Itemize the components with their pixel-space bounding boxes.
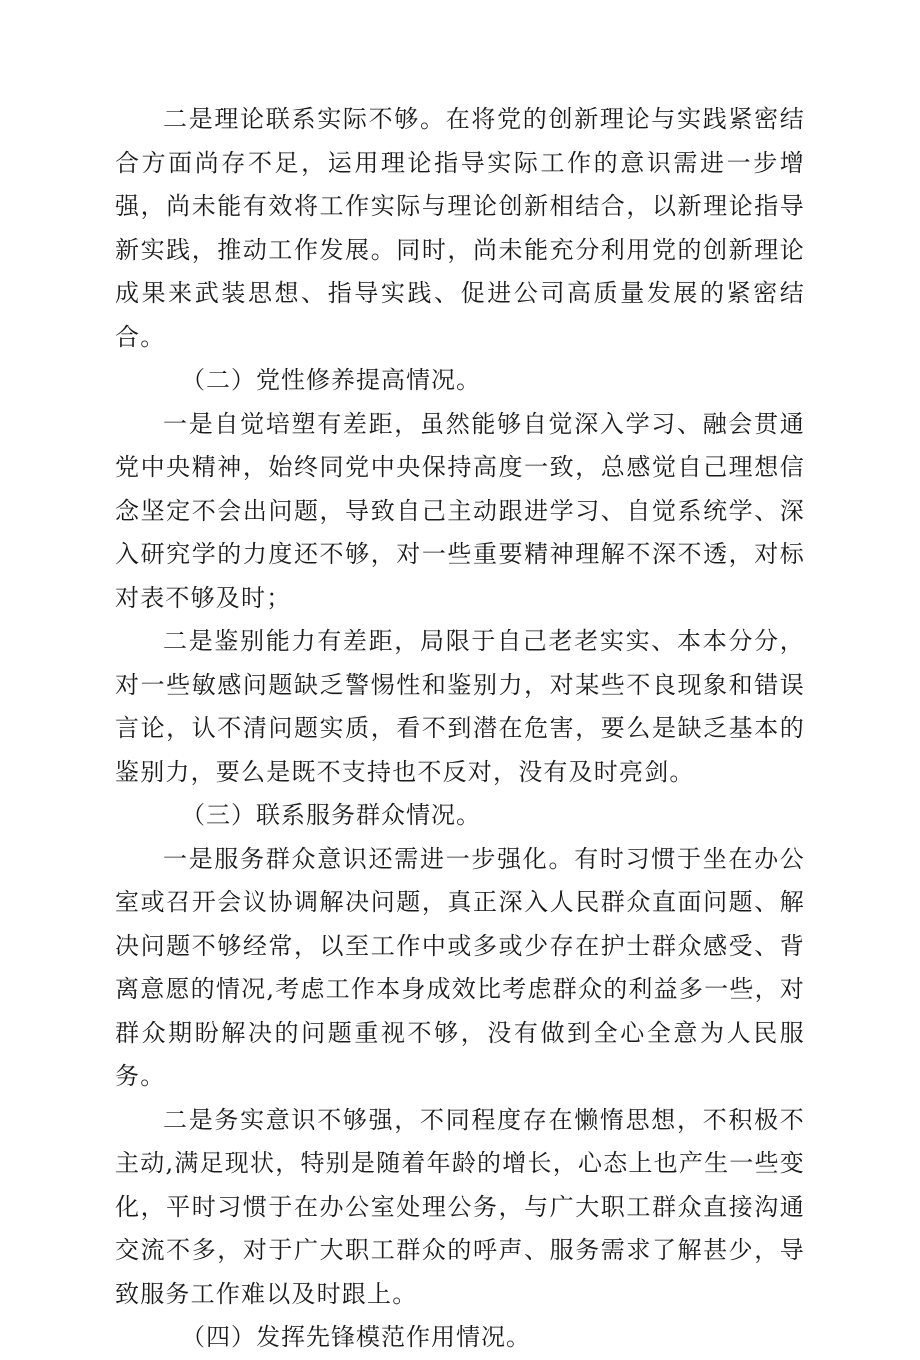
- paragraph-discernment: 二是鉴别能力有差距，局限于自己老老实实、本本分分，对一些敏感问题缺乏警惕性和鉴别力，对某些不良现象和错误言论，认不清问题实质，看不到潜在危害，要么是缺乏基本的鉴别力，要么是既不支持也不反对，没有及时亮剑。: [115, 627, 805, 786]
- document-body: [115, 98, 805, 1360]
- section-heading-party-spirit: （二）党性修养提高情况。: [181, 366, 481, 394]
- section-heading-serving-masses: （三）联系服务群众情况。: [181, 801, 481, 829]
- paragraph-self-cultivation: 一是自觉培塑有差距，虽然能够自觉深入学习、融会贯通党中央精神，始终同党中央保持高度一致，总感觉自己理想信念坚定不会出问题，导致自己主动跟进学习、自觉系统学、深入研究学的力度还不够，对一些重要精神理解不深不透，对标对表不够及时；: [115, 409, 805, 612]
- paragraph-pragmatism: 二是务实意识不够强，不同程度存在懒惰思想，不积极不主动,满足现状，特别是随着年龄的增长，心态上也产生一些变化，平时习惯于在办公室处理公务，与广大职工群众直接沟通交流不多，对于广大职工群众的呼声、服务需求了解甚少，导致服务工作难以及时跟上。: [115, 1105, 805, 1308]
- section-heading-vanguard-role: （四）发挥先锋模范作用情况。: [181, 1323, 531, 1351]
- paragraph-service-awareness: 一是服务群众意识还需进一步强化。有时习惯于坐在办公室或召开会议协调解决问题，真正深入人民群众直面问题、解决问题不够经常，以至工作中或多或少存在护士群众感受、背离意愿的情况,考虑工作本身成效比考虑群众的利益多一些，对群众期盼解决的问题重视不够，没有做到全心全意为人民服务。: [115, 844, 805, 1090]
- paragraph-theory-practice: 二是理论联系实际不够。在将党的创新理论与实践紧密结合方面尚存不足，运用理论指导实际工作的意识需进一步增强，尚未能有效将工作实际与理论创新相结合，以新理论指导新实践，推动工作发展。同时，尚未能充分利用党的创新理论成果来武装思想、指导实践、促进公司高质量发展的紧密结合。: [115, 105, 805, 351]
